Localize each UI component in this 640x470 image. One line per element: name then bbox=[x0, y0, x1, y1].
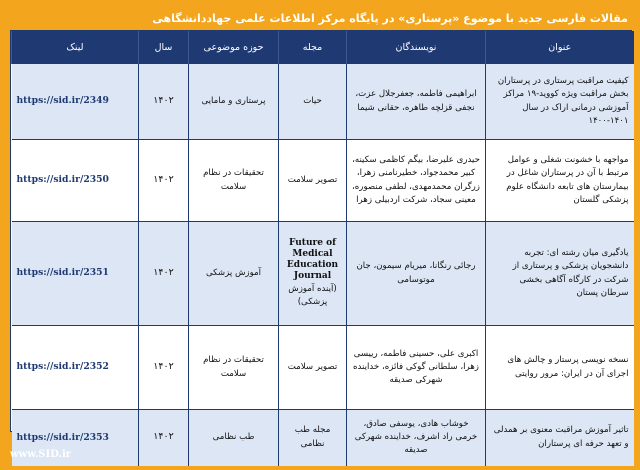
header-link: لینک bbox=[12, 31, 139, 64]
cell-journal bbox=[279, 222, 347, 326]
cell-authors: ابراهیمی فاطمه، جعفرجلال عزت، نجفی قزلچه طاهره، حقانی شیما bbox=[347, 64, 486, 140]
header-year: سال bbox=[139, 31, 189, 64]
journal-persian-name: (آینده آموزش پزشکی) bbox=[288, 283, 337, 307]
cell-field: آموزش پزشکی bbox=[189, 222, 279, 326]
header-journal: مجله bbox=[279, 31, 347, 64]
table-row bbox=[12, 140, 634, 222]
cell-title: تاثیر آموزش مراقبت معنوی بر همدلی و تعهد حرفه ای پرستاران bbox=[486, 410, 634, 466]
journal-english-name: Future of Medical Education Journal bbox=[286, 237, 339, 282]
table-row bbox=[12, 410, 634, 466]
cell-journal: حیات bbox=[279, 64, 347, 140]
cell-title: یادگیری میان رشته ای: تجربه دانشجویان پزشکی و پرستاری از شرکت در کارگاه آگاهی بخشی سرطان پستان bbox=[486, 222, 634, 326]
cell-field: طب نظامی bbox=[189, 410, 279, 466]
cell-link[interactable]: https://sid.ir/2351 bbox=[12, 222, 139, 326]
cell-journal: تصویر سلامت bbox=[279, 140, 347, 222]
cell-link[interactable]: https://sid.ir/2352 bbox=[12, 326, 139, 410]
page-title: مقالات فارسی جدید با موضوع «پرستاری» در پایگاه مرکز اطلاعات علمی جهاددانشگاهی bbox=[152, 12, 628, 25]
cell-year: ۱۴۰۲ bbox=[139, 64, 189, 140]
cell-link[interactable]: https://sid.ir/2349 bbox=[12, 64, 139, 140]
header-field: حوزه موضوعی bbox=[189, 31, 279, 64]
cell-field: تحقیقات در نظام سلامت bbox=[189, 140, 279, 222]
cell-journal: تصویر سلامت bbox=[279, 326, 347, 410]
cell-field: پرستاری و مامایی bbox=[189, 64, 279, 140]
table-header-row bbox=[12, 31, 634, 64]
cell-year: ۱۴۰۲ bbox=[139, 222, 189, 326]
cell-year: ۱۴۰۲ bbox=[139, 410, 189, 466]
header-title: عنوان bbox=[486, 31, 634, 64]
header-authors: نویسندگان bbox=[347, 31, 486, 64]
page-frame bbox=[4, 4, 636, 466]
cell-title: نسخه نویسی پرستار و چالش های اجرای آن در ایران: مرور روایتی bbox=[486, 326, 634, 410]
cell-authors: اکبری علی، حسینی فاطمه، رییسی زهرا، سلطانی گوکی فائزه، خداینده شهرکی صدیقه bbox=[347, 326, 486, 410]
cell-journal: مجله طب نظامی bbox=[279, 410, 347, 466]
cell-link[interactable]: https://sid.ir/2350 bbox=[12, 140, 139, 222]
cell-authors: خوشاب هادی، یوسفی صادق، خرمی راد اشرف، خداینده شهرکی صدیقه bbox=[347, 410, 486, 466]
cell-authors: رجائی رنگانا، میریام سیمون، جان موتوسامی bbox=[347, 222, 486, 326]
table-row bbox=[12, 64, 634, 140]
articles-table bbox=[11, 31, 634, 466]
cell-title: مواجهه با خشونت شغلی و عوامل مرتبط با آن در پرستاران شاغل در بیمارستان های تابعه دانشگاه علوم پزشکی گلستان bbox=[486, 140, 634, 222]
site-footer-url[interactable]: www.SID.ir bbox=[10, 449, 72, 460]
cell-authors: حیدری علیرضا، بیگم کاظمی سکینه، کبیر محمدجواد، خطیرنامنی زهرا، زرگران محمدمهدی، لطفی منصوره، معینی سجاد، شرکت اردبیلی زهرا bbox=[347, 140, 486, 222]
cell-year: ۱۴۰۲ bbox=[139, 140, 189, 222]
table-row bbox=[12, 326, 634, 410]
cell-title: کیفیت مراقبت پرستاری در پرستاران بخش مراقبت ویژه کووید-۱۹ مراکز آموزشی درمانی اراک در سال ۱۴۰۱-۱۴۰۰ bbox=[486, 64, 634, 140]
cell-link[interactable]: https://sid.ir/2353 bbox=[12, 410, 139, 466]
cell-field: تحقیقات در نظام سلامت bbox=[189, 326, 279, 410]
cell-year: ۱۴۰۲ bbox=[139, 326, 189, 410]
table-row bbox=[12, 222, 634, 326]
